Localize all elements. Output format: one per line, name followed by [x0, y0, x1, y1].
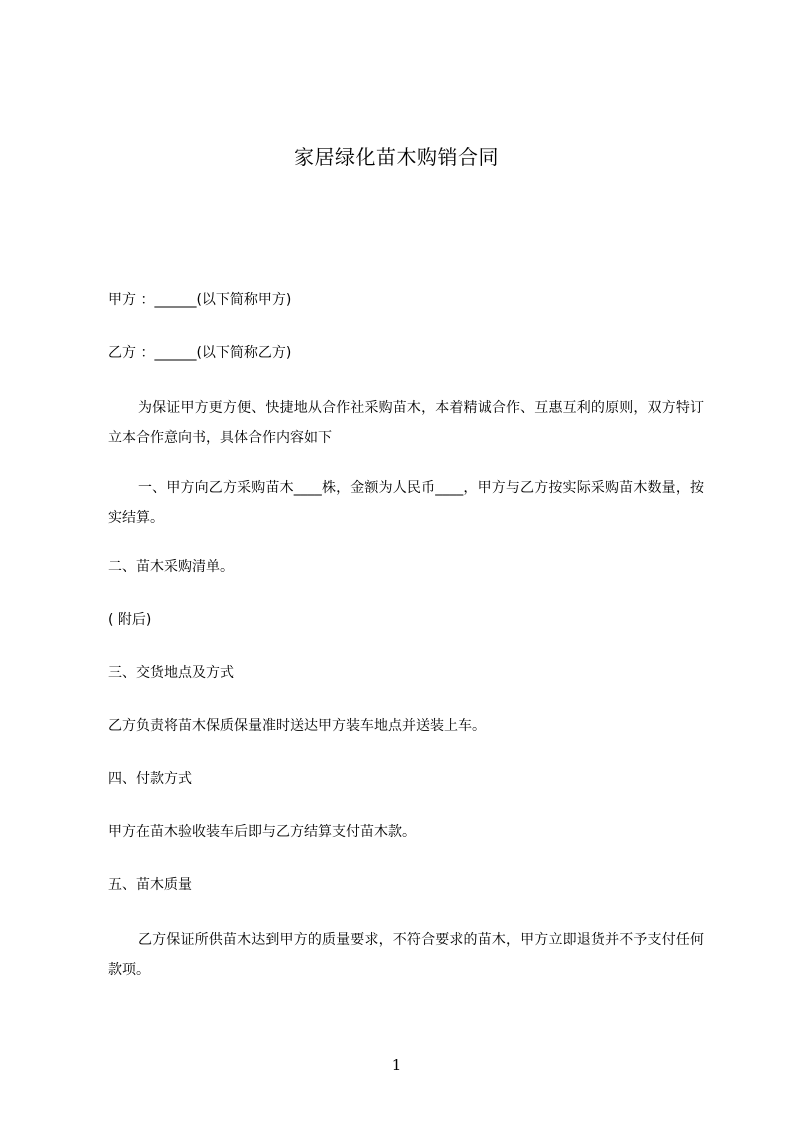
- clause-2-heading: 二、苗木采购清单。: [108, 559, 234, 575]
- clause-4-body: 甲方在苗木验收装车后即与乙方结算支付苗木款。: [108, 824, 416, 840]
- clause-4-heading: 四、付款方式: [108, 771, 192, 787]
- party-b-line: 乙方 ：______(以下简称乙方): [108, 345, 292, 361]
- clause-3-heading: 三、交货地点及方式: [108, 665, 234, 681]
- clause-5-body: 乙方保证所供苗木达到甲方的质量要求，不符合要求的苗木，甲方立即退货并不予支付任何款项。: [108, 932, 704, 978]
- party-a-line: 甲方 ：______(以下简称甲方): [108, 292, 292, 308]
- clause-3-body: 乙方负责将苗木保质保量准时送达甲方装车地点并送装上车。: [108, 718, 486, 734]
- page-number: 1: [391, 1056, 402, 1074]
- clause-5-heading: 五、苗木质量: [108, 877, 192, 893]
- clause-2-note: ( 附后): [108, 612, 152, 628]
- document-title: 家居绿化苗木购销合同: [294, 145, 499, 169]
- clause-1-paragraph: 一、甲方向乙方采购苗木____株，金额为人民币____，甲方与乙方按实际采购苗木数量，按实结算。: [108, 480, 704, 526]
- intro-paragraph: 为保证甲方更方便、快捷地从合作社采购苗木，本着精诚合作、互惠互利的原则，双方特订立本合作意向书，具体合作内容如下: [108, 400, 704, 446]
